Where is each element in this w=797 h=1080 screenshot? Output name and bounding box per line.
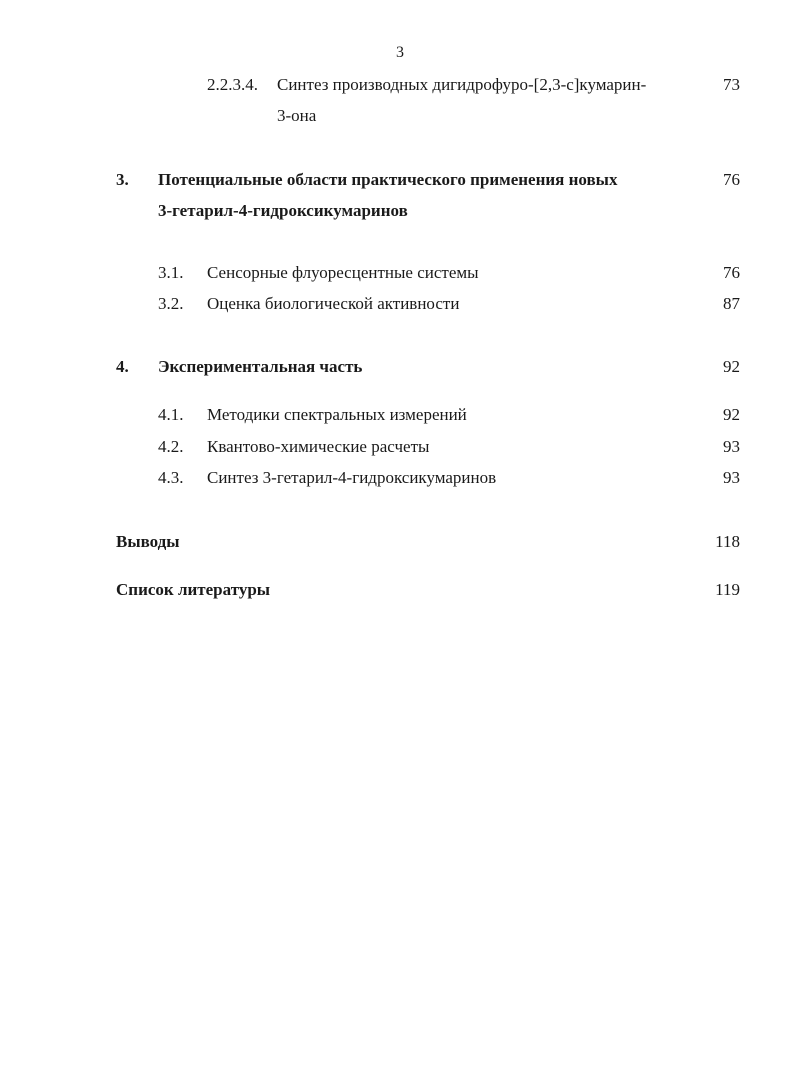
toc-entry-page: 93 (723, 468, 740, 487)
toc-section-page: 119 (715, 580, 740, 599)
toc-entry-number: 4.2. (158, 437, 184, 456)
toc-section-title: Потенциальные области практического применения новых (158, 170, 618, 189)
toc-entry-title: Сенсорные флуоресцентные системы (207, 263, 479, 282)
toc-entry-number: 3.1. (158, 263, 184, 282)
toc-section-number: 3. (116, 170, 129, 189)
toc-entry-page: 87 (723, 294, 740, 313)
page-number: 3 (396, 44, 404, 61)
toc-section-page: 92 (723, 357, 740, 376)
toc-entry-title: Методики спектральных измерений (207, 405, 467, 424)
toc-entry-title-continued: 3-она (277, 106, 317, 125)
toc-section-title: Список литературы (116, 580, 271, 599)
toc-entry-title: Оценка биологической активности (207, 294, 460, 313)
toc-section-page: 118 (715, 532, 740, 551)
toc-entry-title: Квантово-химические расчеты (207, 437, 430, 456)
toc-section-number: 4. (116, 357, 129, 376)
toc-entry-page: 73 (723, 75, 740, 94)
toc-entry-number: 4.3. (158, 468, 184, 487)
toc-entry-title: Синтез производных дигидрофуро-[2,3-c]кумарин- (277, 75, 647, 94)
toc-section-title: Экспериментальная часть (158, 357, 363, 376)
toc-entry-number: 2.2.3.4. (207, 75, 258, 94)
toc-entry-number: 4.1. (158, 405, 184, 424)
toc-entry-title: Синтез 3-гетарил-4-гидроксикумаринов (207, 468, 497, 487)
toc-entry-page: 76 (723, 263, 740, 282)
toc-entry-number: 3.2. (158, 294, 184, 313)
toc-section-page: 76 (723, 170, 740, 189)
toc-entry-page: 92 (723, 405, 740, 424)
toc-section-title: Выводы (116, 532, 180, 551)
toc-section-title-continued: 3-гетарил-4-гидроксикумаринов (158, 201, 408, 220)
toc-entry-page: 93 (723, 437, 740, 456)
